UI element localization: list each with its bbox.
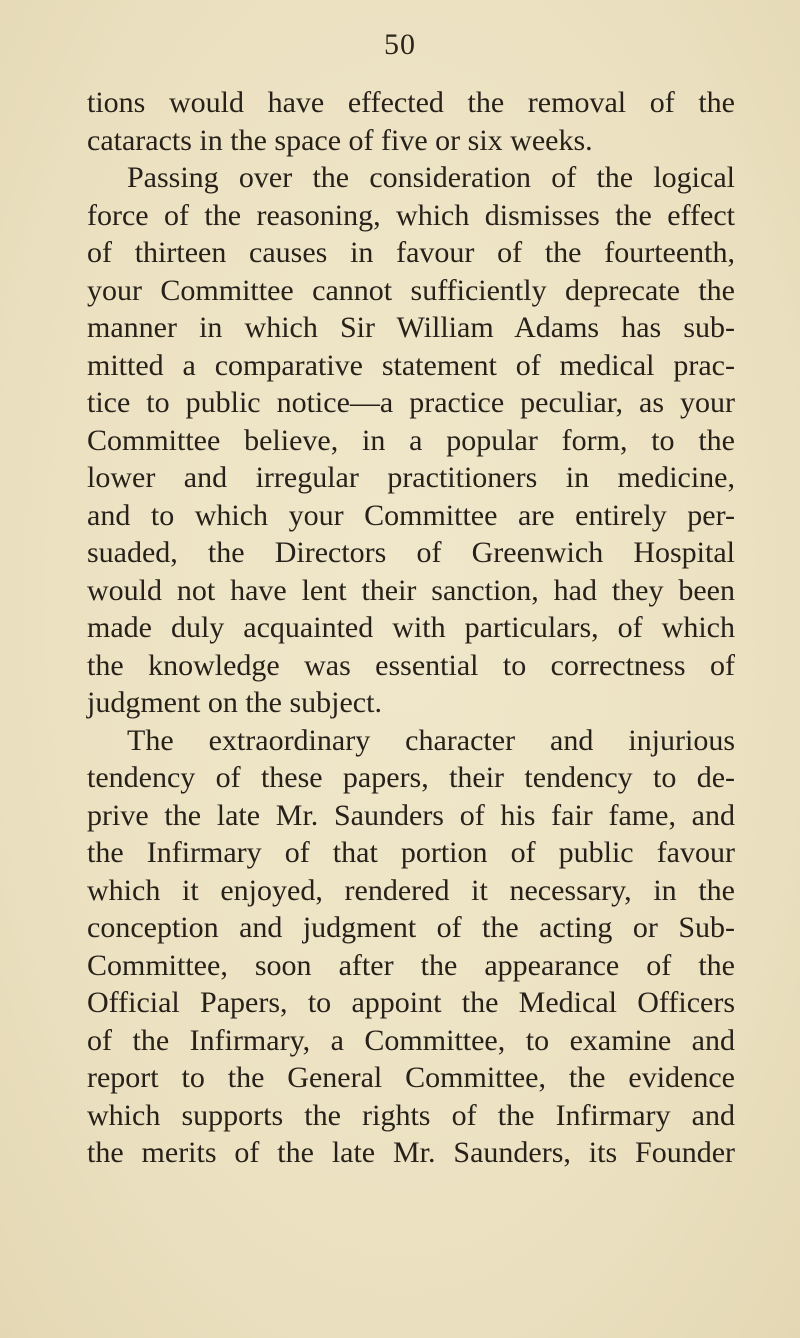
- text-line: judgment on the subject.: [87, 686, 382, 719]
- text-line: Committee believe, in a popular form, to the: [87, 423, 735, 457]
- text-line: which supports the rights of the Infirmary and: [87, 1098, 735, 1132]
- text-line: which it enjoyed, rendered it necessary, in the: [87, 873, 735, 907]
- text-line: mitted a comparative statement of medical prac-: [87, 348, 735, 382]
- text-line: tendency of these papers, their tendency to de-: [87, 761, 735, 794]
- text-line: the merits of the late Mr. Saunders, its Founder: [87, 1136, 735, 1169]
- text-line: of thirteen causes in favour of the fourteenth,: [87, 236, 735, 269]
- text-line: made duly acquainted with particulars, of which: [87, 611, 735, 644]
- text-line: manner in which Sir William Adams has sub-: [87, 311, 735, 344]
- text-line: and to which your Committee are entirely per-: [87, 498, 735, 532]
- text-line: of the Infirmary, a Committee, to examine and: [87, 1023, 735, 1057]
- text-line: The extraordinary character and injurious: [127, 723, 735, 757]
- text-line: Passing over the consideration of the logical: [127, 161, 735, 194]
- text-line: report to the General Committee, the evidence: [87, 1061, 735, 1094]
- text-line: suaded, the Directors of Greenwich Hospital: [87, 536, 735, 569]
- text-line: Official Papers, to appoint the Medical Officers: [87, 986, 735, 1019]
- text-line: force of the reasoning, which dismisses the effect: [87, 198, 735, 232]
- text-line: cataracts in the space of five or six weeks.: [87, 123, 593, 157]
- text-line: tice to public notice—a practice peculiar, as your: [87, 386, 735, 419]
- body-text: [87, 84, 735, 1172]
- text-line: lower and irregular practitioners in medicine,: [87, 461, 735, 494]
- text-line: would not have lent their sanction, had they been: [87, 573, 735, 607]
- page-number: 50: [384, 28, 416, 61]
- text-line: tions would have effected the removal of the: [87, 86, 735, 119]
- text-line: your Committee cannot sufficiently deprecate the: [87, 273, 735, 307]
- text-line: prive the late Mr. Saunders of his fair fame, and: [87, 798, 735, 832]
- text-line: Committee, soon after the appearance of the: [87, 948, 735, 982]
- text-line: the knowledge was essential to correctness of: [87, 648, 735, 682]
- text-line: conception and judgment of the acting or Sub-: [87, 911, 735, 944]
- text-line: the Infirmary of that portion of public favour: [87, 836, 735, 869]
